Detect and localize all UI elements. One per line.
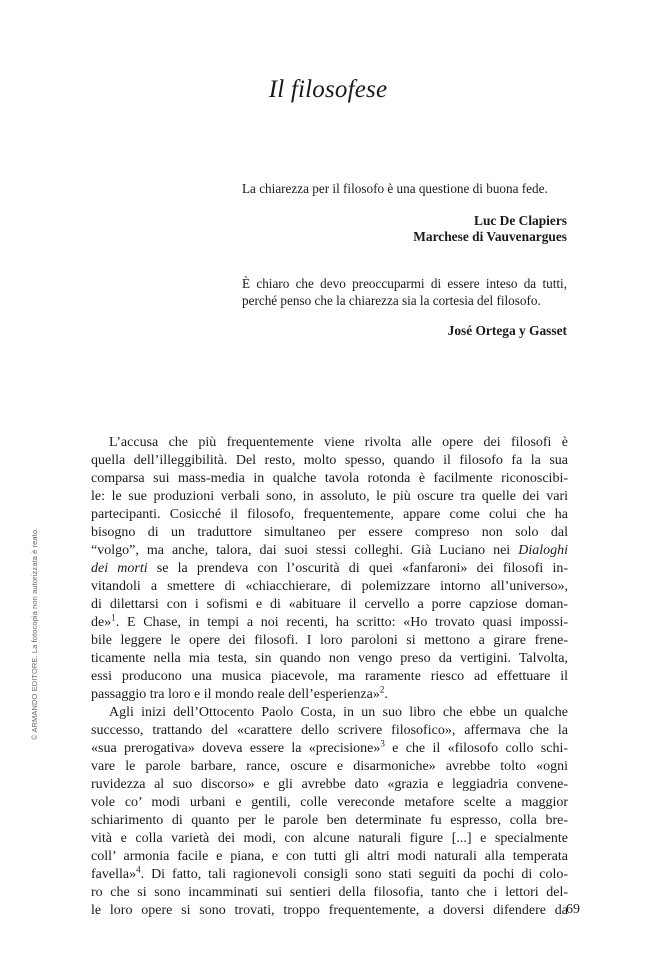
text-line: bisogno di un traduttore simultaneo per essere compreso non solo dal: [91, 525, 568, 540]
text-line: [91, 614, 568, 632]
text-segment: «sua prerogativa» doveva essere la «precisione»: [91, 741, 381, 756]
text-line: [91, 866, 568, 884]
text-segment: se la prendeva con l’oscurità di quei «fanfaroni» dei filosofi in-: [156, 561, 568, 576]
footnote-ref-1[interactable]: 1: [111, 612, 116, 623]
text-line: ticamente nella mia testa, sin quando non vengo preso da vertigini. Talvolta,: [91, 651, 568, 666]
footnote-ref-4[interactable]: 4: [136, 864, 141, 875]
chapter-title: Il filosofese: [268, 76, 388, 103]
text-segment: . E Chase, in tempi a noi recenti, ha scritto: «Ho trovato quasi impossi-: [115, 615, 568, 630]
text-line: L’accusa che più frequentemente viene rivolta alle opere dei filosofi è: [109, 435, 568, 450]
text-line: ruvidezza al suo discorso» e gli avrebbe dato «grazia e leggiadria convene-: [91, 777, 568, 792]
body-text: [91, 434, 568, 920]
text-line: partecipanti. Cosicché il filosofo, frequentemente, appare come colui che ha: [91, 507, 568, 522]
text-line: vitandoli a smettere di «chiacchierare, di polemizzare intorno all’universo»,: [91, 579, 568, 594]
book-title: Dialoghi: [518, 543, 568, 558]
text-line: quella dell’illeggibilità. Del resto, molto spesso, quando il filosofo fa la sua: [91, 453, 568, 468]
text-line: [91, 560, 568, 578]
text-segment: .: [384, 687, 388, 702]
text-line: essi producono una musica piacevole, ma raramente riesco ad effettuare il: [91, 669, 568, 684]
epigraph-quote: La chiarezza per il filosofo è una questione di buona fede.: [242, 181, 548, 196]
copyright-notice: © ARMANDO EDITORE. La fotocopia non autorizzata è reato.: [30, 527, 39, 740]
text-segment: de»: [91, 615, 112, 630]
text-segment: passaggio tra loro e il mondo reale dell’esperienza»: [91, 687, 380, 702]
text-line: coll’ armonia facile e piana, e con tutti gli altri modi naturali alla temperata: [91, 849, 568, 864]
text-line: vità e colla varietà dei modi, con alcune naturali figure [...] e specialmente: [91, 831, 568, 846]
text-line: le loro opere si sono trovati, troppo frequentemente, a doversi difendere da: [91, 903, 568, 918]
epigraph-vauvenargues: [242, 181, 567, 246]
text-segment: “volgo”, ma anche, talora, dai suoi stessi colleghi. Già Luciano nei: [91, 543, 519, 558]
book-title: dei morti: [91, 561, 148, 576]
text-line: [91, 542, 568, 560]
footnote-ref-3[interactable]: 3: [380, 738, 385, 749]
text-line: Agli inizi dell’Ottocento Paolo Costa, in un suo libro che ebbe un qualche: [109, 705, 568, 720]
text-segment: . Di fatto, tali ragionevoli consigli sono stati seguiti da pochi di colo-: [140, 867, 568, 882]
text-line: vole co’ modi urbani e gentili, colle vereconde metafore scelte a maggior: [91, 795, 568, 810]
paragraph-2: [91, 704, 568, 920]
paragraph-1: [91, 434, 568, 704]
text-segment: favella»: [91, 867, 137, 882]
epigraph-author-title: Marchese di Vauvenargues: [413, 229, 567, 244]
text-line: comparsa sui mass-media in qualche tavola rotonda è facilmente riconoscibi-: [91, 471, 568, 486]
text-line: schiarimento di quanto per le parole ben determinate fu espresso, colla bre-: [91, 813, 568, 828]
epigraph-quote: È chiaro che devo preoccuparmi di essere inteso da tutti, perché penso che la chiarezza sia la cortesia del filosofo.: [242, 276, 567, 308]
text-line: successo, trattando del «carattere dello scrivere filosofico», affermava che la: [91, 723, 568, 738]
text-line: di dilettarsi con i sofismi e di «abituare il cervello a porre capziose doman-: [91, 597, 568, 612]
epigraph-author: José Ortega y Gasset: [447, 323, 567, 338]
text-line: [91, 740, 568, 758]
text-line: le: le sue produzioni verbali sono, in assoluto, le più oscure tra quelle dei vari: [91, 489, 568, 504]
text-line: vare le parole barbare, rance, oscure e disarmoniche» avrebbe tolto «ogni: [91, 759, 568, 774]
text-line: ro che si sono incamminati sui sentieri della filosofia, tanto che i lettori del-: [91, 885, 568, 900]
page-number: 69: [566, 902, 580, 917]
epigraph-ortega: [242, 276, 567, 340]
text-line: bile leggere le opere dei filosofi. I loro paroloni si mettono a girare frene-: [91, 633, 568, 648]
text-segment: e che il «filosofo collo schi-: [384, 741, 568, 756]
footnote-ref-2[interactable]: 2: [379, 684, 385, 695]
text-line: [91, 686, 568, 704]
epigraph-author: Luc De Clapiers: [474, 212, 567, 228]
